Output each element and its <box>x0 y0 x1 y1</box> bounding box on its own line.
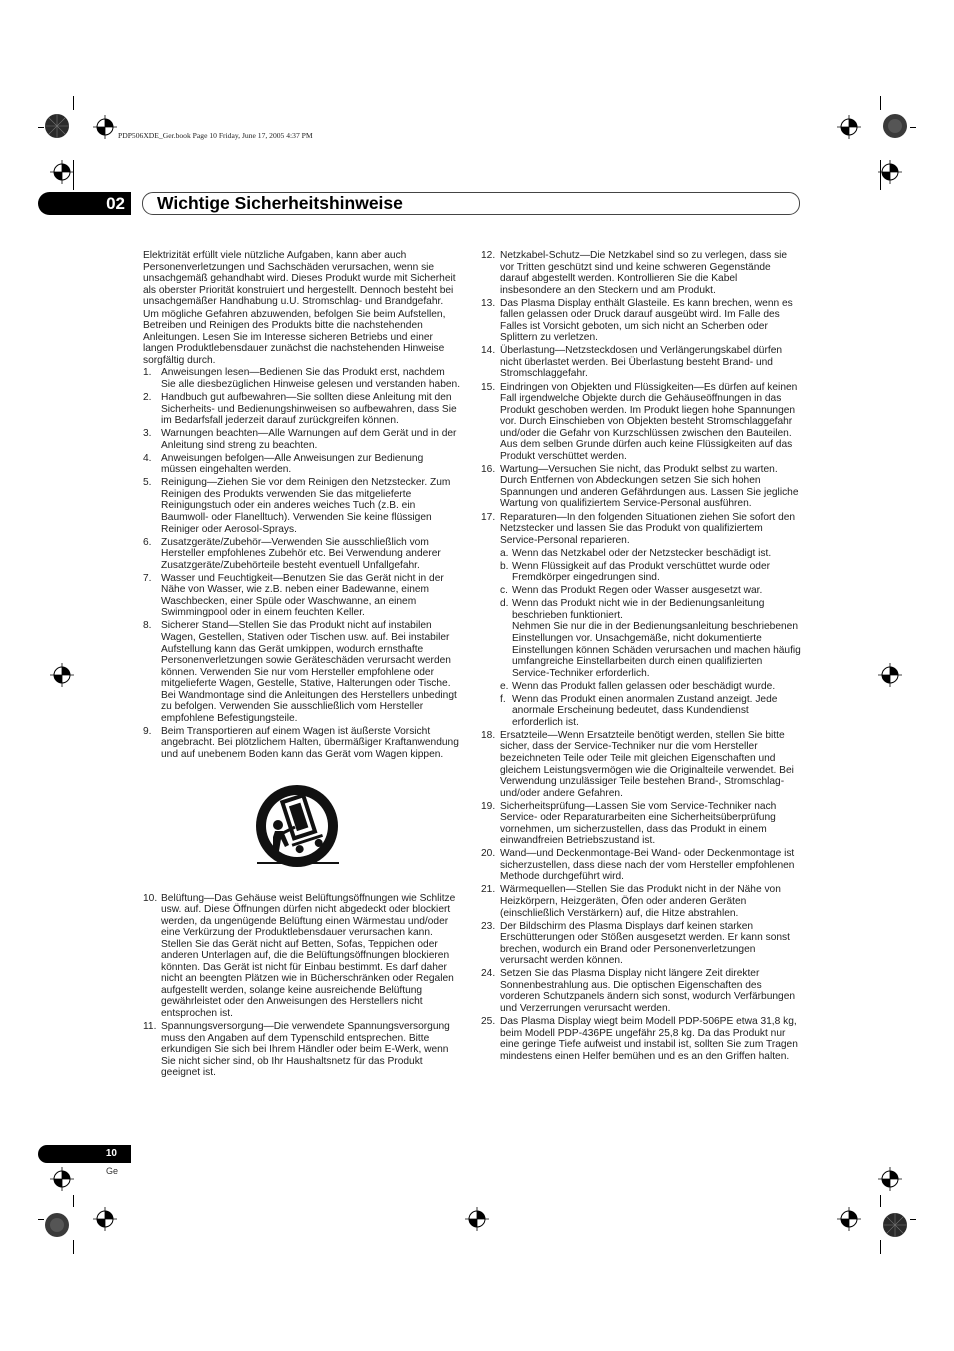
color-target-bottom-right <box>882 1212 908 1238</box>
sub-item-letter: f. <box>500 693 506 705</box>
item-text: Anweisungen lesen—Bedienen Sie das Produkt erst, nachdem Sie alle diesbezüglichen Hinweise gelesen und verstanden haben. <box>161 367 461 391</box>
page-number-badge <box>38 1145 131 1163</box>
list-item <box>143 392 461 427</box>
item-text: Sicherer Stand—Stellen Sie das Produkt nicht auf instabilen Wagen, Gestellen, Stativen oder Tischen usw. auf. Bei instabiler Aufstellung kann das Gerät umkippen, wodurch ernsthafte Personenverletzungen sowie Geräteschäden verursacht werden können. Verwenden Sie nur vom Hersteller empfohlene oder mitgelieferte Wagen, Gestelle, Stative, Halterungen oder Tische. Bei Wandmontage sind die Anleitungen des Herstellers unbedingt zu befolgen. Verwenden Sie ausschließlich vom Hersteller empfohlene Befestigungsteile. <box>161 620 457 724</box>
registration-target-right-upper <box>878 160 902 184</box>
item-text: Belüftung—Das Gehäuse weist Belüftungsöffnungen wie Schlitze usw. auf. Diese Öffnungen dürfen nicht abgedeckt oder blockiert werden, da ungenügende Belüftung einen Wärmestau und/oder eine Verkürzung der Produktlebensdauer verursachen kann. Stellen Sie das Gerät nicht auf Betten, Sofas, Teppichen oder anderen Unterlagen auf, die die Belüftungsöffnungen blockieren könnten. Das Gerät ist nicht für Einbau bestimmt. Es darf daher nicht an beengten Plätzen wie in Bücherschränken oder Regalen aufgestellt werden, solange keine ausreichende Belüftung gewährleistet oder den Anweisungen des Herstellers nicht entsprochen ist. <box>161 892 456 1019</box>
list-item <box>481 848 801 883</box>
item-text: Wartung—Versuchen Sie nicht, das Produkt selbst zu warten. Durch Entfernen von Abdeckungen setzen Sie sich hohen Spannungen und anderen Gefährdungen aus. Lassen Sie jegliche Wartung von qualifiziertem Service-Personal ausführen. <box>500 463 799 510</box>
list-item <box>143 1021 461 1079</box>
list-item <box>481 730 801 799</box>
sub-item-text: Wenn das Produkt fallen gelassen oder beschädigt wurde. <box>512 680 776 692</box>
item-number: 15. <box>481 381 496 393</box>
item-number: 12. <box>481 250 496 261</box>
cart-warning-icon <box>251 781 349 877</box>
item-number: 6. <box>143 536 152 548</box>
sub-list-item <box>500 598 801 679</box>
left-column <box>143 250 461 1080</box>
list-item <box>143 428 461 451</box>
item-number: 7. <box>143 572 152 584</box>
sub-item-text: Wenn das Produkt Regen oder Wasser ausgesetzt war. <box>512 585 763 597</box>
registration-target-right-lower <box>878 1167 902 1191</box>
item-number: 24. <box>481 968 496 980</box>
item-text: Handbuch gut aufbewahren—Sie sollten diese Anleitung mit den Sicherheits- und Bedienungshinweisen so aufbewahren, dass Sie im Bedarfsfall jederzeit darauf zurückgreifen können. <box>161 392 457 427</box>
sub-list-item <box>500 694 801 729</box>
registration-target-bottom-left <box>93 1207 117 1231</box>
item-text: Netzkabel-Schutz—Die Netzkabel sind so zu verlegen, dass sie vor Tritten geschützt sind und keine schweren Gegenstände darauf abgestellt werden. Kontrollieren Sie die Kabel insbesondere an den Steckern und am Produkt. <box>500 250 788 296</box>
item-text: Reinigung—Ziehen Sie vor dem Reinigen den Netzstecker. Zum Reinigen des Produkts verwenden Sie das mitgelieferte Reinigungstuch oder ein anderes weiches Tuch (z.B. ein Baumwoll- oder Flanelltuch). Verwenden Sie keine flüssigen Reiniger oder Aerosol-Sprays. <box>161 477 451 535</box>
chapter-number-badge <box>38 192 131 215</box>
sub-list-item <box>500 548 801 560</box>
registration-target-top-left <box>93 115 117 139</box>
item-number: 21. <box>481 884 496 896</box>
sub-list-item <box>500 681 801 693</box>
list-item <box>143 477 461 535</box>
registration-target-mid-right <box>878 663 902 687</box>
list-item <box>481 250 801 296</box>
item-number: 3. <box>143 428 152 440</box>
list-item <box>481 968 801 1014</box>
item-number: 19. <box>481 800 496 812</box>
sub-list-item <box>500 585 801 597</box>
sub-item-text: Wenn das Produkt einen anormalen Zustand anzeigt. Jede anormale Erscheinung bedeutet, dass Kundendienst erforderlich ist. <box>512 693 778 728</box>
item-text: Wand—und Deckenmontage-Bei Wand- oder Deckenmontage ist sicherzustellen, dass diese nach der vom Hersteller empfohlenen Methode durchgeführt wird. <box>500 848 795 883</box>
registration-target-mid-left <box>50 663 74 687</box>
item-text: Sicherheitsprüfung—Lassen Sie vom Service-Techniker nach Service- oder Reparaturarbeiten eine Sicherheitsüberprüfung vornehmen, um sicherzustellen, dass das Produkt in einem einwandfreien Betriebszustand ist. <box>500 800 777 847</box>
item-text: Warnungen beachten—Alle Warnungen auf dem Gerät und in der Anleitung sind streng zu beachten. <box>161 428 457 451</box>
intro-paragraph: Um mögliche Gefahren abzuwenden, befolgen Sie beim Aufstellen, Betreiben und Reinigen des Produkts bitte die nachstehenden Anleitungen. Lesen Sie im Interesse sicheren Betriebs und einer langen Produktlebensdauer zunächst die nachstehenden Hinweise sorgfältig durch. <box>143 308 446 366</box>
item-number: 8. <box>143 620 152 632</box>
registration-target-bottom-center <box>465 1207 489 1231</box>
sub-item-letter: a. <box>500 547 509 559</box>
item-text: Das Plasma Display enthält Glasteile. Es kann brechen, wenn es fallen gelassen oder Druck darauf ausgeübt wird. Im Falle des Falles ist Vorsicht geboten, um sich nicht an Scherben oder Splittern zu verletzen. <box>500 297 793 344</box>
item-text: Beim Transportieren auf einem Wagen ist äußerste Vorsicht angebracht. Bei plötzlichem Halten, übermäßiger Kraftanwendung und auf unebenem Boden kann das Gerät vom Wagen kippen. <box>161 725 459 760</box>
color-target-bottom-left <box>44 1212 70 1238</box>
list-item <box>481 464 801 510</box>
item-number: 2. <box>143 392 152 404</box>
item-number: 18. <box>481 729 496 741</box>
item-text: Überlastung—Netzsteckdosen und Verlängerungskabel dürfen nicht überlastet werden. Bei Überlastung besteht Brand- und Stromschlaggefahr. <box>500 345 783 380</box>
color-target-top-right <box>882 113 908 139</box>
sub-item-letter: e. <box>500 680 509 692</box>
color-target-top-left <box>44 113 70 139</box>
sub-item-letter: c. <box>500 585 508 597</box>
list-item <box>481 382 801 463</box>
list-item <box>143 573 461 619</box>
chapter-title-bar <box>142 192 800 215</box>
item-number: 23. <box>481 920 496 932</box>
sub-item-text: Wenn das Produkt nicht wie in der Bedienungsanleitung beschrieben funktioniert. <box>512 598 765 621</box>
item-text: Setzen Sie das Plasma Display nicht längere Zeit direkter Sonnenbestrahlung aus. Die optischen Eigenschaften des vorderen Schutzpanels ändern sich sonst, wodurch Verfärbungen und Verzerrungen verursacht werden. <box>500 968 796 1014</box>
item-text: Wasser und Feuchtigkeit—Benutzen Sie das Gerät nicht in der Nähe von Wasser, wie z.B. neben einer Badewanne, einem Waschbecken, einer Spüle oder Waschwanne, an einem Swimmingpool oder in einem feuchten Keller. <box>161 572 444 619</box>
item-number: 11. <box>143 1021 157 1033</box>
item-number: 25. <box>481 1016 496 1027</box>
item-number: 13. <box>481 297 496 309</box>
item-text: Eindringen von Objekten und Flüssigkeiten—Es dürfen auf keinen Fall irgendwelche Objekte durch die Gehäuseöffnungen in das Produkt geschoben werden. Im Produkt liegen hohe Spannungen vor. Durch Einschieben von Objekten besteht Stromschlaggefahr und/oder die Gefahr von Kurzschlüssen zwischen den Bauteilen. Aus dem selben Grunde dürfen auch keine Flüssigkeiten auf das Produkt verschüttet werden. <box>500 381 798 462</box>
right-column <box>481 250 801 1064</box>
item-text: Wärmequellen—Stellen Sie das Produkt nicht in der Nähe von Heizkörpern, Heizgeräten, Öfen oder anderen Geräten (einschließlich Verstärkern) auf, die Hitze abstrahlen. <box>500 884 781 919</box>
registration-target-bottom-right <box>837 1207 861 1231</box>
item-text: Reparaturen—In den folgenden Situationen ziehen Sie sofort den Netzstecker und lassen Sie das Produkt von qualifiziertem Service-Personal reparieren. <box>500 511 796 546</box>
chapter-number: 02 <box>106 194 125 213</box>
intro-paragraph: Elektrizität erfüllt viele nützliche Aufgaben, kann aber auch Personenverletzungen und Sachschäden verursachen, wenn sie unsachgemäß gehandhabt wird. Dieses Produkt wurde mit Sicherheit als oberster Priorität konstruiert und hergestellt. Dennoch besteht bei unsachgemäßer Handhabung u.U. Stromschlag- und Brandgefahr. <box>143 250 456 308</box>
sub-item-text: Wenn Flüssigkeit auf das Produkt verschüttet wurde oder Fremdkörper eingedrungen sind. <box>512 560 771 584</box>
list-item <box>143 537 461 572</box>
cart-tip-over-warning-symbol <box>143 781 461 877</box>
item-number: 5. <box>143 477 152 489</box>
registration-target-left-lower <box>50 1167 74 1191</box>
registration-target-left-upper <box>50 160 74 184</box>
item-number: 17. <box>481 511 496 523</box>
list-item <box>481 801 801 847</box>
list-item <box>143 893 461 1020</box>
item-text: Zusatzgeräte/Zubehör—Verwenden Sie ausschließlich vom Hersteller empfohlenes Zubehör etc. Bei Verwendung anderer Zusatzgeräte/Zubehörteile besteht eventuell Unfallgefahr. <box>161 536 441 571</box>
item-number: 16. <box>481 463 496 475</box>
item-number: 20. <box>481 848 496 860</box>
sub-list-item <box>500 561 801 584</box>
chapter-title: Wichtige Sicherheitshinweise <box>157 193 403 213</box>
item-text: Ersatzteile—Wenn Ersatzteile benötigt werden, stellen Sie bitte sicher, dass der Service-Techniker nur die vom Hersteller bezeichneten Teile oder Teile mit gleichen Eigenschaften und gleichem Leistungsvermögen wie die Originalteile verwendet. Bei Verwendung unzulässiger Teile bestehen Brand-, Stromschlag- und/oder andere Gefahren. <box>500 729 794 799</box>
list-item <box>481 884 801 919</box>
list-item <box>143 453 461 476</box>
sub-item-text: Wenn das Netzkabel oder der Netzstecker beschädigt ist. <box>512 547 772 559</box>
item-number: 9. <box>143 725 152 737</box>
list-item <box>481 512 801 547</box>
list-item <box>481 345 801 380</box>
sub-item-letter: b. <box>500 560 509 572</box>
item-number: 1. <box>143 367 152 379</box>
page-number: 10 <box>105 1148 117 1159</box>
item-number: 14. <box>481 345 496 357</box>
print-file-info: PDP506XDE_Ger.book Page 10 Friday, June 17, 2005 4:37 PM <box>118 131 313 140</box>
item-text: Das Plasma Display wiegt beim Modell PDP-506PE etwa 31,8 kg, beim Modell PDP-436PE ungefähr 25,8 kg. Da das Produkt nur eine geringe Tiefe aufweist und instabil ist, sollten Sie zum Tragen mindestens einen Helfer bemühen und es an den Griffen halten. <box>500 1016 798 1062</box>
registration-target-top-right <box>837 115 861 139</box>
sub-item-note: Nehmen Sie nur die in der Bedienungsanleitung beschriebenen Einstellungen vor. Unsachgemäße, nicht dokumentierte Einstellungen können Schäden verursachen und machen häufig umfangreiche Einstellarbeiten durch einen qualifizierten Service-Techniker erforderlich. <box>512 621 801 679</box>
list-item <box>481 921 801 967</box>
list-item <box>481 298 801 344</box>
item-text: Anweisungen befolgen—Alle Anweisungen zur Bedienung müssen eingehalten werden. <box>161 452 424 476</box>
list-item <box>143 620 461 724</box>
list-item <box>143 367 461 390</box>
sub-item-letter: d. <box>500 598 509 610</box>
list-item <box>481 1016 801 1062</box>
item-number: 10. <box>143 892 158 904</box>
item-text: Der Bildschirm des Plasma Displays darf keinen starken Erschütterungen oder Stößen ausgesetzt werden. Er kann sonst brechen, wodurch ein Brand oder Personenverletzungen verursacht werden können. <box>500 920 790 967</box>
page-language-code: Ge <box>106 1166 119 1176</box>
list-item <box>143 726 461 761</box>
item-text: Spannungsversorgung—Die verwendete Spannungsversorgung muss den Angaben auf dem Typenschild entsprechen. Bitte erkundigen Sie sich bei Ihrem Händler oder beim E-Werk, wenn Sie nicht sicher sind, ob Ihr Haushaltsnetz für das Produkt geeignet ist. <box>161 1021 450 1079</box>
item-number: 4. <box>143 452 152 464</box>
